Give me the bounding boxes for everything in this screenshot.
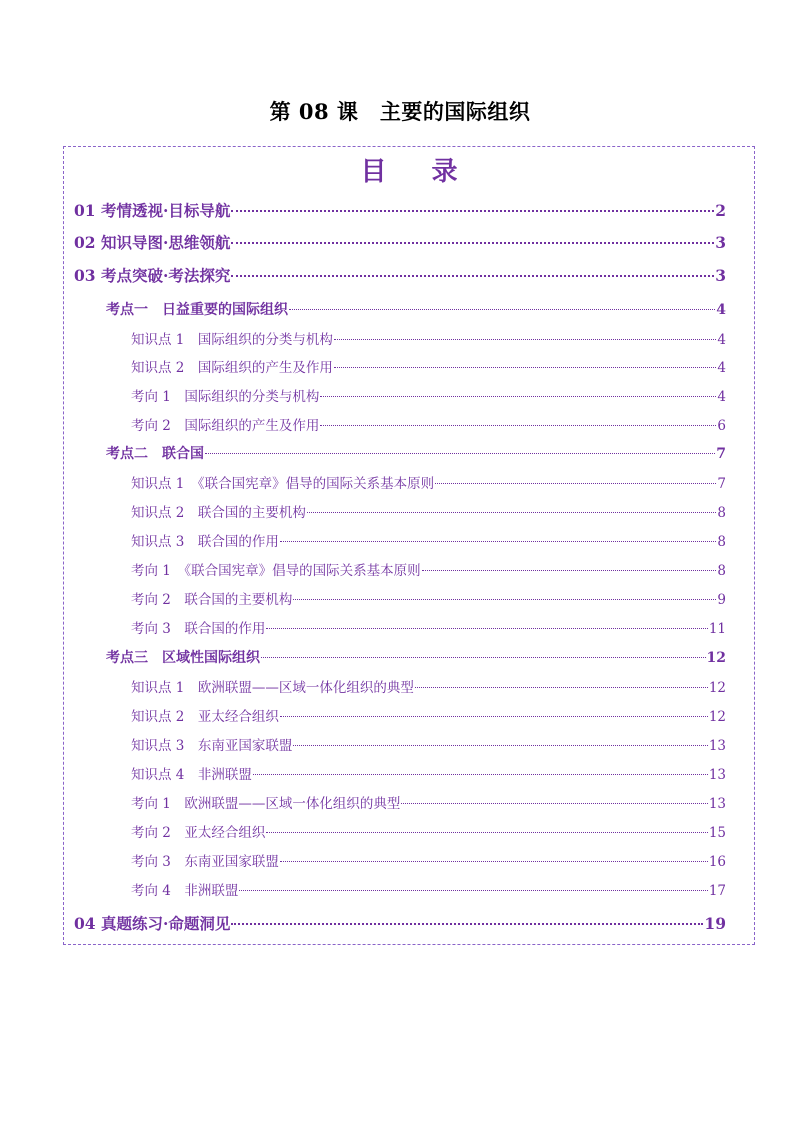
toc-entry[interactable] xyxy=(131,879,726,899)
toc-leader-dots xyxy=(266,628,707,629)
toc-entry-label: 考向 1 《联合国宪章》倡导的国际关系基本原则 xyxy=(131,563,421,579)
toc-entry-page: 12 xyxy=(706,650,726,666)
toc-entry[interactable] xyxy=(131,763,726,783)
toc-entry[interactable] xyxy=(131,850,726,870)
toc-entry-label: 考向 4 非洲联盟 xyxy=(131,883,239,899)
toc-entry[interactable] xyxy=(106,299,726,319)
toc-leader-dots xyxy=(231,210,714,212)
toc-entry[interactable] xyxy=(131,501,726,521)
toc-entry-label: 考向 3 联合国的作用 xyxy=(131,621,266,637)
toc-leader-dots xyxy=(435,483,716,484)
toc-leader-dots xyxy=(231,242,714,244)
toc-entry-label: 考向 2 国际组织的产生及作用 xyxy=(131,418,320,434)
toc-leader-dots xyxy=(280,861,708,862)
toc-entry-label: 01 考情透视·目标导航 xyxy=(74,201,231,220)
toc-entry-page: 13 xyxy=(708,796,726,812)
toc-leader-dots xyxy=(261,657,706,658)
toc-entry-label: 知识点 3 联合国的作用 xyxy=(131,534,279,550)
toc-heading: 目 录 xyxy=(360,157,476,187)
toc-entry[interactable] xyxy=(131,734,726,754)
toc-entry-page: 12 xyxy=(708,709,726,725)
toc-entry-page: 4 xyxy=(717,332,726,348)
toc-entry-page: 19 xyxy=(704,914,726,933)
toc-leader-dots xyxy=(280,716,708,717)
toc-entry-label: 02 知识导图·思维领航 xyxy=(74,233,231,252)
toc-entry-page: 13 xyxy=(708,767,726,783)
toc-entry[interactable] xyxy=(131,472,726,492)
toc-entry-page: 12 xyxy=(708,680,726,696)
toc-entry[interactable] xyxy=(131,676,726,696)
toc-entry-label: 考向 2 联合国的主要机构 xyxy=(131,592,293,608)
toc-leader-dots xyxy=(289,309,715,310)
toc-entry-label: 03 考点突破·考法探究 xyxy=(74,266,231,285)
toc-entry[interactable] xyxy=(131,385,726,405)
toc-entry-label: 04 真题练习·命题洞见 xyxy=(74,914,231,933)
toc-entry[interactable] xyxy=(131,588,726,608)
table-of-contents xyxy=(63,146,755,945)
toc-entry[interactable] xyxy=(131,356,726,376)
toc-entry[interactable] xyxy=(131,559,726,579)
toc-leader-dots xyxy=(239,890,707,891)
toc-entry-label: 知识点 2 国际组织的产生及作用 xyxy=(131,360,333,376)
toc-leader-dots xyxy=(401,803,707,804)
toc-leader-dots xyxy=(280,541,717,542)
toc-leader-dots xyxy=(253,774,708,775)
toc-entry-label: 考向 2 亚太经合组织 xyxy=(131,825,266,841)
toc-leader-dots xyxy=(293,745,707,746)
toc-entry-page: 2 xyxy=(715,201,726,220)
toc-leader-dots xyxy=(334,339,717,340)
toc-entry-label: 考向 1 欧洲联盟——区域一体化组织的典型 xyxy=(131,796,401,812)
toc-entry-label: 知识点 2 亚太经合组织 xyxy=(131,709,279,725)
toc-entry-page: 7 xyxy=(716,446,726,462)
toc-entry[interactable] xyxy=(131,617,726,637)
toc-entry-page: 15 xyxy=(708,825,726,841)
toc-entry[interactable] xyxy=(106,647,726,667)
toc-entry-page: 8 xyxy=(717,563,726,579)
toc-entry[interactable] xyxy=(74,264,726,286)
toc-leader-dots xyxy=(266,832,707,833)
toc-leader-dots xyxy=(205,453,715,454)
toc-entry[interactable] xyxy=(74,912,726,934)
toc-entry[interactable] xyxy=(131,414,726,434)
toc-entry-label: 考点三 区域性国际组织 xyxy=(106,650,260,666)
toc-leader-dots xyxy=(231,275,714,277)
toc-entry-label: 知识点 3 东南亚国家联盟 xyxy=(131,738,293,754)
toc-leader-dots xyxy=(293,599,716,600)
toc-leader-dots xyxy=(320,425,716,426)
toc-entry-page: 4 xyxy=(717,389,726,405)
toc-entry-page: 8 xyxy=(717,505,726,521)
toc-entry-label: 知识点 4 非洲联盟 xyxy=(131,767,252,783)
toc-entry[interactable] xyxy=(131,792,726,812)
toc-entry-page: 4 xyxy=(717,360,726,376)
toc-leader-dots xyxy=(415,687,708,688)
page-title: 第 08 课 主要的国际组织 xyxy=(269,99,531,124)
toc-entry-page: 9 xyxy=(717,592,726,608)
toc-entry-page: 4 xyxy=(716,302,726,318)
toc-entry-page: 17 xyxy=(708,883,726,899)
toc-entry-page: 3 xyxy=(715,233,726,252)
toc-entry-label: 知识点 1 国际组织的分类与机构 xyxy=(131,332,333,348)
toc-entry[interactable] xyxy=(131,530,726,550)
toc-entry-page: 11 xyxy=(708,621,726,637)
toc-entry-page: 7 xyxy=(717,476,726,492)
toc-leader-dots xyxy=(334,367,717,368)
toc-entry[interactable] xyxy=(74,199,726,221)
toc-entry-label: 考向 1 国际组织的分类与机构 xyxy=(131,389,320,405)
toc-entry-label: 知识点 1 欧洲联盟——区域一体化组织的典型 xyxy=(131,680,414,696)
toc-entry-page: 16 xyxy=(708,854,726,870)
toc-entry[interactable] xyxy=(131,705,726,725)
toc-entry-page: 8 xyxy=(717,534,726,550)
toc-entry-label: 知识点 1 《联合国宪章》倡导的国际关系基本原则 xyxy=(131,476,435,492)
toc-entry-page: 6 xyxy=(717,418,726,434)
toc-entry-label: 考点一 日益重要的国际组织 xyxy=(106,302,288,318)
toc-entry[interactable] xyxy=(131,328,726,348)
toc-entry-page: 3 xyxy=(715,266,726,285)
toc-entry[interactable] xyxy=(131,821,726,841)
toc-entry[interactable] xyxy=(74,231,726,253)
toc-leader-dots xyxy=(320,396,716,397)
toc-leader-dots xyxy=(231,923,703,925)
toc-entry-page: 13 xyxy=(708,738,726,754)
toc-entry-label: 考向 3 东南亚国家联盟 xyxy=(131,854,279,870)
toc-entry-label: 知识点 2 联合国的主要机构 xyxy=(131,505,306,521)
toc-entry-label: 考点二 联合国 xyxy=(106,446,204,462)
toc-entry[interactable] xyxy=(106,443,726,463)
toc-leader-dots xyxy=(422,570,717,571)
toc-leader-dots xyxy=(307,512,717,513)
